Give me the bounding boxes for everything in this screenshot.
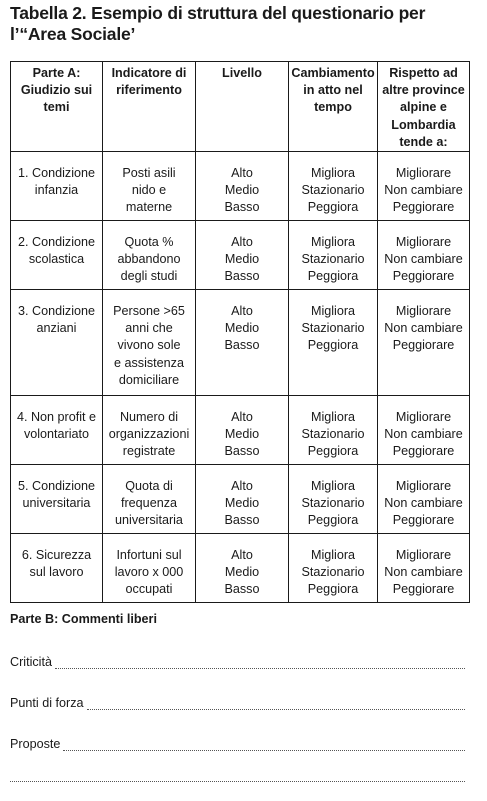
header-livello [196,62,289,152]
header-cambiamento-line: tempo [314,100,352,115]
indicatore-text: Posti asili [122,166,176,181]
header-livello-line: Livello [222,66,262,80]
rispetto-text: Peggiorare [392,444,455,459]
tema-cell [11,152,103,221]
cambiamento-text: Stazionario [301,565,365,580]
livello-text: Medio [224,565,260,580]
cambiamento-text: Peggiora [307,338,359,353]
table-row [11,396,470,465]
indicatore-text: degli studi [120,269,178,284]
extra-dotted-line[interactable] [10,781,465,782]
header-cambiamento-line: in atto nel [303,83,363,98]
cambiamento-text: Migliora [310,479,356,494]
table-row [11,221,470,290]
indicatore-text: materne [125,200,173,215]
tema-text: 2. Condizione [17,235,95,250]
rispetto-text: Peggiorare [392,582,455,597]
livello-cell [196,465,289,534]
livello-text: Alto [231,166,253,181]
tema-text: scolastica [28,252,85,267]
indicatore-text: Quota % [124,235,174,250]
livello-cell [196,290,289,396]
header-rispetto-line: altre province [382,83,465,98]
header-rispetto-line: Lombardia [391,117,456,132]
indicatore-text: Persone >65 [113,304,185,319]
indicatore-text: domiciliare [118,372,180,387]
indicatore-text: universitaria [115,513,183,528]
header-indicatore-line: riferimento [116,83,182,98]
tema-text: 3. Condizione [17,304,95,319]
punti-di-forza-dotted-line[interactable] [87,696,465,710]
cambiamento-text: Migliora [310,166,356,181]
tema-text: universitaria [22,496,91,511]
rispetto-text: Migliorare [395,304,452,319]
cambiamento-text: Peggiora [307,444,359,459]
header-tema [11,62,103,152]
rispetto-cell [378,465,470,534]
livello-text: Medio [224,252,260,267]
indicatore-text: Infortuni sul [116,548,182,563]
indicatore-text: registrate [122,444,176,459]
rispetto-text: Migliorare [395,235,452,250]
indicatore-text: abbandono [117,252,181,267]
rispetto-cell [378,396,470,465]
cambiamento-cell [289,152,378,221]
rispetto-text: Migliorare [395,410,452,425]
livello-cell [196,534,289,603]
indicatore-text: vivono sole [117,338,181,353]
rispetto-cell [378,152,470,221]
rispetto-text: Non cambiare [384,252,463,267]
livello-text: Alto [231,410,253,425]
indicatore-cell [103,221,196,290]
indicatore-cell [103,290,196,396]
header-cambiamento-line: Cambiamento [291,66,375,80]
criticita-dotted-line[interactable] [55,655,465,669]
rispetto-text: Peggiorare [392,513,455,528]
tema-text: 4. Non profit e [16,410,97,425]
tema-text: 1. Condizione [17,166,95,181]
indicatore-cell [103,465,196,534]
tema-text: 5. Condizione [17,479,95,494]
cambiamento-cell [289,221,378,290]
cambiamento-text: Migliora [310,548,356,563]
livello-text: Medio [224,321,260,336]
rispetto-text: Peggiorare [392,200,455,215]
header-rispetto-line: alpine e [400,100,447,115]
header-rispetto-line: Rispetto ad [389,66,458,80]
livello-text: Basso [224,582,260,597]
header-cambiamento [289,62,378,152]
questionnaire-table [10,61,470,603]
rispetto-text: Non cambiare [384,321,463,336]
rispetto-text: Non cambiare [384,496,463,511]
cambiamento-text: Stazionario [301,252,365,267]
cambiamento-text: Peggiora [307,513,359,528]
parte-b-heading: Parte B: Commenti liberi [10,612,157,626]
indicatore-text: anni che [125,321,173,336]
cambiamento-text: Stazionario [301,183,365,198]
rispetto-text: Peggiorare [392,269,455,284]
indicatore-cell [103,534,196,603]
rispetto-cell [378,290,470,396]
rispetto-text: Non cambiare [384,565,463,580]
table-title: Tabella 2. Esempio di struttura del questionario per l’“Area Sociale’ [10,3,426,44]
rispetto-cell [378,221,470,290]
tema-text: infanzia [34,183,79,198]
tema-cell [11,465,103,534]
table-row [11,152,470,221]
livello-text: Alto [231,304,253,319]
rispetto-text: Migliorare [395,548,452,563]
table-row [11,465,470,534]
livello-text: Alto [231,479,253,494]
table-row [11,534,470,603]
tema-cell [11,396,103,465]
indicatore-text: frequenza [120,496,177,511]
tema-cell [11,221,103,290]
livello-text: Basso [224,338,260,353]
livello-text: Medio [224,496,260,511]
cambiamento-text: Migliora [310,304,356,319]
cambiamento-text: Stazionario [301,427,365,442]
indicatore-text: e assistenza [113,355,184,370]
livello-cell [196,396,289,465]
cambiamento-cell [289,290,378,396]
livello-cell [196,152,289,221]
table-row [11,290,470,396]
header-tema-line: temi [43,100,70,115]
table-body [11,152,470,603]
header-tema-line: Parte A: [32,66,81,80]
cambiamento-cell [289,534,378,603]
tema-text: volontariato [23,427,90,442]
header-tema-line: Giudizio sui [20,83,93,98]
cambiamento-text: Stazionario [301,496,365,511]
indicatore-cell [103,396,196,465]
tema-text: sul lavoro [29,565,84,580]
cambiamento-text: Migliora [310,235,356,250]
punti-di-forza-label: Punti di forza [10,696,84,710]
indicatore-text: Numero di [119,410,179,425]
livello-text: Basso [224,200,260,215]
cambiamento-text: Peggiora [307,200,359,215]
rispetto-text: Non cambiare [384,183,463,198]
cambiamento-text: Migliora [310,410,356,425]
header-rispetto [378,62,470,152]
cambiamento-text: Stazionario [301,321,365,336]
proposte-label: Proposte [10,737,61,751]
livello-text: Medio [224,427,260,442]
tema-text: 6. Sicurezza [21,548,92,563]
indicatore-cell [103,152,196,221]
indicatore-text: lavoro x 000 [114,565,184,580]
punti-di-forza-field[interactable] [10,692,465,710]
cambiamento-cell [289,465,378,534]
livello-text: Alto [231,235,253,250]
proposte-field[interactable] [10,733,465,751]
rispetto-text: Peggiorare [392,338,455,353]
rispetto-text: Non cambiare [384,427,463,442]
header-indicatore [103,62,196,152]
indicatore-text: nido e [131,183,167,198]
header-row [11,62,470,152]
indicatore-text: occupati [125,582,173,597]
tema-cell [11,534,103,603]
rispetto-cell [378,534,470,603]
cambiamento-text: Peggiora [307,269,359,284]
criticita-field[interactable] [10,651,465,669]
livello-text: Medio [224,183,260,198]
livello-text: Basso [224,444,260,459]
livello-text: Basso [224,513,260,528]
livello-text: Alto [231,548,253,563]
header-rispetto-line: tende a: [399,134,448,149]
cambiamento-cell [289,396,378,465]
cambiamento-text: Peggiora [307,582,359,597]
livello-cell [196,221,289,290]
indicatore-text: organizzazioni [108,427,190,442]
indicatore-text: Quota di [125,479,173,494]
proposte-dotted-line[interactable] [63,737,465,751]
rispetto-text: Migliorare [395,479,452,494]
rispetto-text: Migliorare [395,166,452,181]
criticita-label: Criticità [10,655,52,669]
header-indicatore-line: Indicatore di [111,66,187,80]
tema-text: anziani [36,321,77,336]
tema-cell [11,290,103,396]
livello-text: Basso [224,269,260,284]
